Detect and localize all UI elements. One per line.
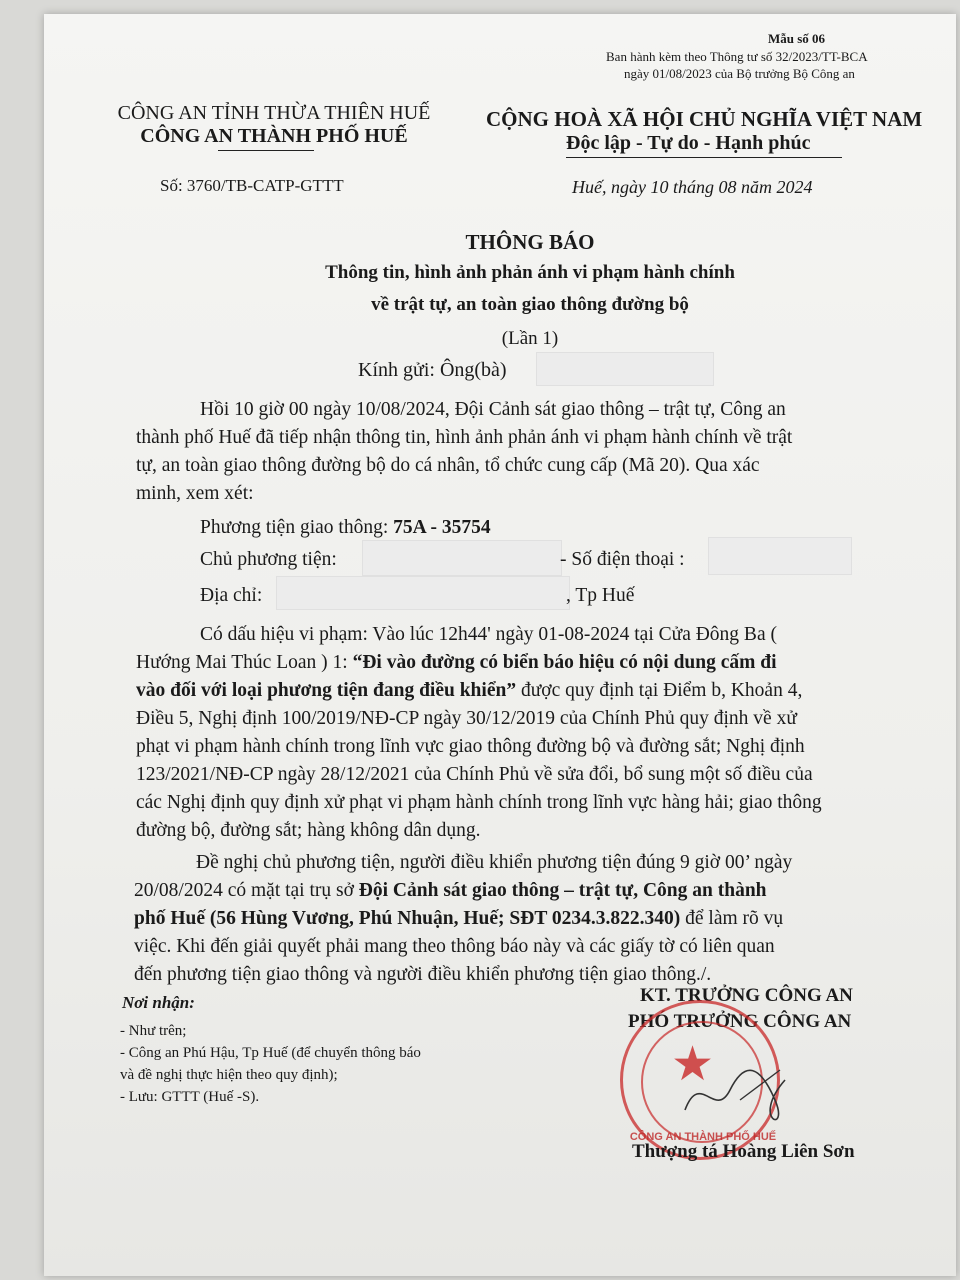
request-office-address: phố Huế (56 Hùng Vương, Phú Nhuận, Huế; SĐT 0234.3.822.340) (134, 908, 681, 929)
place-date: Huế, ngày 10 tháng 08 năm 2024 (572, 177, 813, 197)
violation-quote-2: vào đối với loại phương tiện đang điều khiển” (136, 680, 517, 701)
recipient-item: - Như trên; (120, 1023, 187, 1039)
request-line-5: đến phương tiện giao thông và người điều khiển phương tiện giao thông./. (134, 964, 712, 985)
violation-quote-1: “Đi vào đường có biển báo hiệu có nội dung cấm đi (352, 652, 777, 673)
redacted-owner (362, 540, 562, 576)
vehicle-row (200, 514, 491, 542)
intro-line-4: minh, xem xét: (136, 483, 254, 504)
violation-line-2-text: Hướng Mai Thúc Loan ) 1: (136, 652, 353, 673)
motto: Độc lập - Tự do - Hạnh phúc (566, 132, 811, 154)
phone-label: - Số điện thoại : (560, 549, 685, 570)
doc-times: (Lần 1) (501, 328, 559, 349)
request-line-1: Đề nghị chủ phương tiện, người điều khiển phương tiện đúng 9 giờ 00’ ngày (196, 852, 793, 873)
violation-line-5: phạt vi phạm hành chính trong lĩnh vực giao thông đường bộ và đường sắt; Nghị định (136, 736, 805, 757)
nation-title: CỘNG HOÀ XÃ HỘI CHỦ NGHĨA VIỆT NAM (486, 107, 923, 131)
address-label: Địa chỉ: (200, 585, 263, 606)
address-suffix: , Tp Huế (566, 585, 635, 606)
signer-name: Thượng tá Hoàng Liên Sơn (632, 1141, 855, 1162)
violation-line-8: đường bộ, đường sắt; hàng không dân dụng. (136, 820, 481, 841)
signature-title-2: PHÓ TRƯỞNG CÔNG AN (628, 1011, 852, 1032)
star-icon: ★ (671, 1038, 715, 1091)
redacted-addressee (536, 352, 714, 386)
violation-line-3 (136, 677, 802, 705)
signature-scribble (680, 1060, 790, 1130)
recipients-heading: Nơi nhận: (122, 993, 195, 1012)
request-line-4: việc. Khi đến giải quyết phải mang theo thông báo này và các giấy tờ có liên quan (134, 936, 775, 957)
agency-name: CÔNG AN THÀNH PHỐ HUẾ (140, 125, 408, 147)
request-line-3-text: để làm rõ vụ (680, 908, 784, 929)
form-number: Mẫu số 06 (768, 31, 826, 46)
vehicle-plate: 75A - 35754 (393, 517, 491, 538)
redacted-address (276, 576, 570, 610)
doc-title: THÔNG BÁO (465, 230, 595, 254)
violation-line-2 (136, 649, 777, 677)
request-office: Đội Cảnh sát giao thông – trật tự, Công an thành (358, 880, 767, 901)
intro-line-3: tự, an toàn giao thông đường bộ do cá nhân, tổ chức cung cấp (Mã 20). Qua xác (136, 455, 760, 476)
intro-line-2: thành phố Huế đã tiếp nhận thông tin, hình ảnh phản ánh vi phạm hành chính về trật (136, 427, 793, 448)
owner-label: Chủ phương tiện: (200, 549, 337, 570)
violation-line-1: Có dấu hiệu vi phạm: Vào lúc 12h44' ngày 01-08-2024 tại Cửa Đông Ba ( (200, 624, 777, 645)
request-line-2 (134, 877, 767, 905)
request-line-2-text: 20/08/2024 có mặt tại trụ sở (134, 880, 359, 901)
request-line-3 (134, 905, 783, 933)
recipient-item: - Lưu: GTTT (Huế -S). (120, 1089, 260, 1105)
violation-line-7: các Nghị định quy định xử phạt vi phạm hành chính trong lĩnh vực hàng hải; giao thông (136, 792, 822, 813)
form-issued-line1: Ban hành kèm theo Thông tư số 32/2023/TT-BCA (606, 49, 868, 64)
doc-subtitle-2: về trật tự, an toàn giao thông đường bộ (371, 294, 689, 315)
violation-line-6: 123/2021/NĐ-CP ngày 28/12/2021 của Chính Phủ về sửa đổi, bổ sung một số điều của (136, 764, 813, 785)
violation-line-4: Điều 5, Nghị định 100/2019/NĐ-CP ngày 30/12/2019 của Chính Phủ quy định về xử (136, 708, 797, 729)
recipient-item: và đề nghị thực hiện theo quy định); (120, 1067, 338, 1083)
recipient-item: - Công an Phú Hậu, Tp Huế (để chuyển thông báo (120, 1045, 421, 1061)
redacted-phone (708, 537, 852, 575)
doc-subtitle-1: Thông tin, hình ảnh phản ánh vi phạm hành chính (325, 262, 735, 283)
violation-line-3-text: được quy định tại Điểm b, Khoản 4, (516, 680, 803, 701)
doc-number: Số: 3760/TB-CATP-GTTT (160, 176, 344, 195)
addressee-label: Kính gửi: Ông(bà) (358, 359, 507, 381)
vehicle-label: Phương tiện giao thông: (200, 517, 394, 538)
form-issued-line2: ngày 01/08/2023 của Bộ trưởng Bộ Công an (624, 66, 855, 81)
agency-parent: CÔNG AN TỈNH THỪA THIÊN HUẾ (117, 102, 431, 124)
motto-underline (566, 157, 842, 158)
intro-line-1: Hồi 10 giờ 00 ngày 10/08/2024, Đội Cảnh sát giao thông – trật tự, Công an (200, 399, 786, 420)
seal-text: CÔNG AN THÀNH PHỐ HUẾ (629, 1131, 777, 1143)
agency-underline (218, 150, 314, 151)
signature-title-1: KT. TRƯỞNG CÔNG AN (640, 985, 853, 1006)
